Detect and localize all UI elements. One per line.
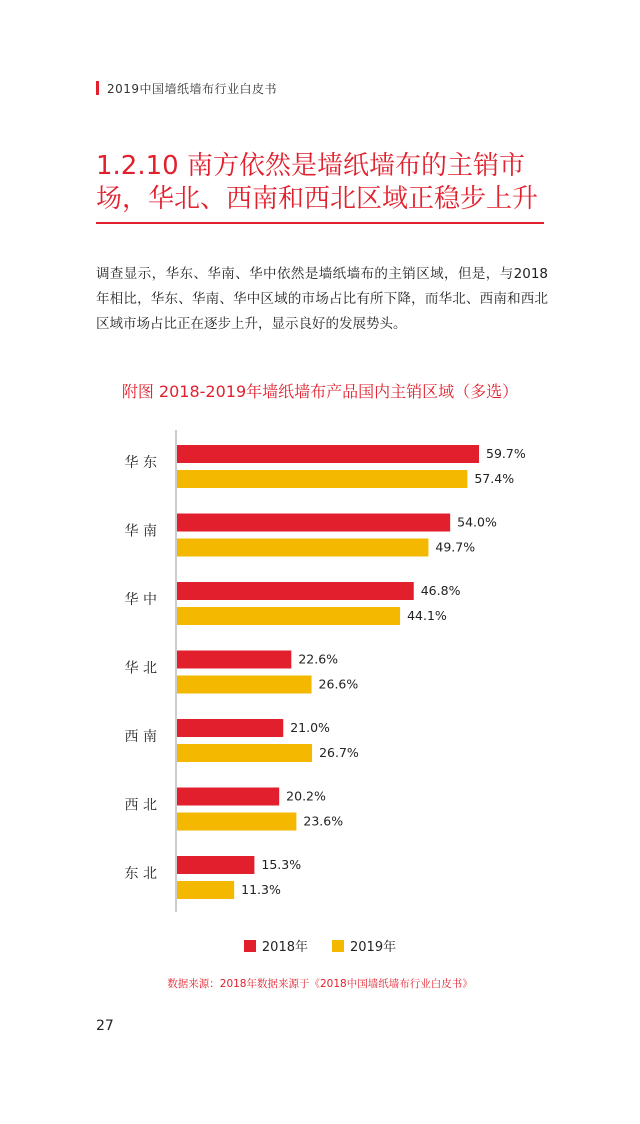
data-label: 15.3% [261,857,302,872]
category-label: 东 北 [124,866,157,882]
category-label: 华 北 [124,660,157,677]
section-title: 1.2.10 南方依然是墙纸墙布的主销市场，华北、西南和西北区域正稳步上升 [96,151,539,214]
bar-2019年 [177,676,312,694]
data-label: 26.6% [318,676,359,692]
bar-2019年 [177,813,296,831]
chart-title: 附图 2018-2019年墙纸墙布产品国内主销区域（多选） [121,382,519,401]
data-source-note: 数据来源：2018年数据来源于《2018中国墙纸墙布行业白皮书》 [167,978,473,990]
bar-2018年 [177,651,291,669]
bar-2019年 [177,744,312,762]
data-label: 21.0% [290,720,330,735]
data-label: 20.2% [286,788,326,804]
bar-2019年 [177,607,400,625]
chart-legend [0,936,640,955]
data-label: 59.7% [486,446,526,461]
data-label: 57.4% [474,471,515,486]
bar-2019年 [177,539,428,557]
legend-swatch-2019 [332,940,344,952]
category-label: 西 北 [124,797,157,814]
legend-item-2019 [332,936,396,955]
data-label: 26.7% [319,745,359,760]
header-text: 2019中国墙纸墙布行业白皮书 [107,81,278,96]
data-label: 11.3% [241,882,281,897]
data-label: 23.6% [303,813,344,829]
legend-label-2019: 2019年 [350,940,397,955]
bar-2018年 [177,856,254,874]
bar-2018年 [177,719,283,737]
data-label: 22.6% [298,651,339,667]
bar-2018年 [177,445,479,463]
legend-label-2018: 2018年 [261,940,308,955]
legend-item-2018 [244,936,308,955]
data-label: 44.1% [407,608,447,623]
category-label: 华 南 [124,523,157,540]
data-label: 54.0% [457,514,497,530]
page-number: 27 [96,1018,114,1034]
category-label: 华 中 [124,592,157,608]
data-label: 46.8% [420,583,461,598]
body-paragraph: 调查显示，华东、华南、华中依然是墙纸墙布的主销区域，但是，与2018年相比，华东、华南、华中区域的市场占比有所下降，而华北、西南和西北区域市场占比正在逐步上升，显示良好的发展势头。 [96,266,548,332]
category-label: 华 东 [124,455,157,471]
data-label: 49.7% [435,539,476,555]
bar-2018年 [177,582,414,600]
legend-swatch-2018 [244,940,256,952]
bar-2019年 [177,881,234,899]
bar-2018年 [177,788,279,806]
category-label: 西 南 [124,729,157,745]
bar-2019年 [177,470,467,488]
bar-2018年 [177,514,450,532]
